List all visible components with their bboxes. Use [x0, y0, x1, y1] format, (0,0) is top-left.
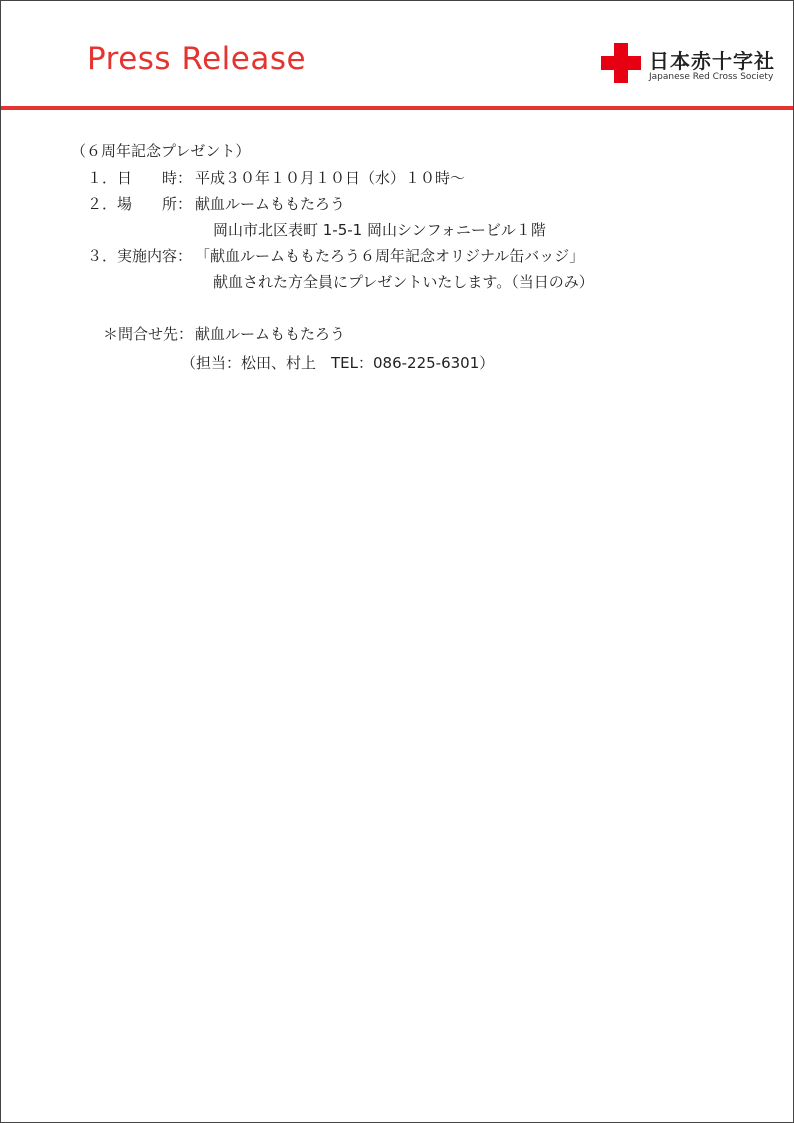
logo-name-en: Japanese Red Cross Society — [649, 72, 774, 82]
item-place-address: 岡山市北区表町 1-5-1 岡山シンフォニービル１階 — [213, 221, 546, 239]
item-date-label: １．日 時： — [87, 169, 193, 187]
item-date-value: 平成３０年１０月１０日（水）１０時～ — [195, 169, 466, 187]
header-divider — [1, 106, 793, 110]
section-heading: （６周年記念プレゼント） — [71, 142, 251, 160]
contact-person: （担当：松田、村上 TEL：086-225-6301） — [181, 354, 495, 372]
logo-name-jp: 日本赤十字社 — [649, 49, 775, 73]
jrc-logo — [601, 43, 775, 87]
contact-label: ＊問合せ先： — [103, 325, 194, 343]
page-title: Press Release — [87, 41, 307, 77]
item-detail-note: 献血された方全員にプレゼントいたします。（当日のみ） — [213, 273, 594, 291]
item-place-value: 献血ルームももたろう — [195, 195, 346, 213]
red-cross-icon — [601, 43, 641, 83]
contact-value: 献血ルームももたろう — [195, 325, 346, 343]
item-place-label: ２．場 所： — [87, 195, 193, 213]
item-detail-label: ３．実施内容： — [87, 247, 193, 265]
item-detail-value: 「献血ルームももたろう６周年記念オリジナル缶バッジ」 — [195, 247, 585, 265]
